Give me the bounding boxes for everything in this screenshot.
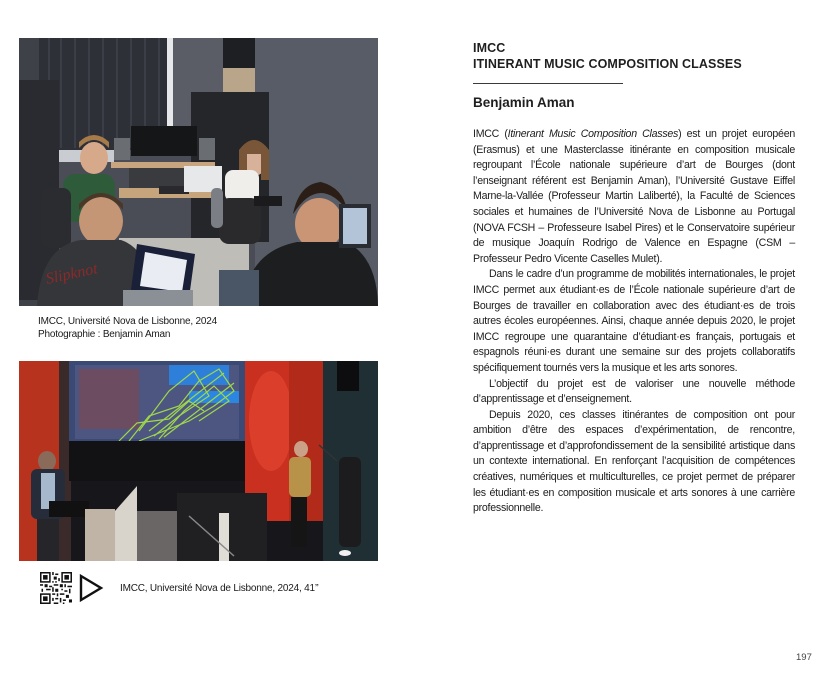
studio-photo-image xyxy=(19,38,378,306)
concert-photo-image xyxy=(19,361,378,561)
studio-photo-caption xyxy=(38,315,217,341)
paragraph-intro xyxy=(473,127,795,267)
paragraph-mobility: Dans le cadre d’un programme de mobilités internationales, le projet IMCC permet aux étudiant·es de l’École nationale supérieure d’art de Bourges de travailler en collaboration avec des étudiant·es de trois autres écoles européennes. Ainsi, chaque année depuis 2020, le projet IMCC regroupe une quarantaine d’étudiant·es français, portugais et espagnols réuni·es durant une semaine sur des projets collaboratifs spécifiquement tournés vers la musique et les arts sonores. xyxy=(473,268,795,374)
article xyxy=(473,40,795,517)
play-icon[interactable] xyxy=(78,574,104,602)
concert-photo xyxy=(19,361,378,561)
intro-text: ) est un projet européen (Erasmus) et une Masterclasse itinérante en composition musicale regroupant l’École nationale supérieure d’art de Bourges (dont l’enseignant référent est Benjamin Aman), l’Université Gustave Eiffel Marne-la-Vallée (Professeur Martin Laliberté), la Faculté de Sciences sociales et humaines de l’Université Nova de Lisbonne au Portugal (NOVA FCSH – Professeure Isabel Pires) et le Conservatoire supérieur de musique Joaquín Rodrigo de Valence en Espagne (CSM – Professeur Pedro Vicente Caselles Mulet). xyxy=(473,128,795,265)
caption-line-credit: Photographie : Benjamin Aman xyxy=(38,329,171,340)
article-title-acronym: IMCC xyxy=(473,41,506,55)
title-divider xyxy=(473,83,623,84)
svg-text:Slipknot: Slipknot xyxy=(44,260,100,288)
page-number: 197 xyxy=(796,652,812,663)
article-author: Benjamin Aman xyxy=(473,95,575,110)
video-caption: IMCC, Université Nova de Lisbonne, 2024, 41’’ xyxy=(120,582,319,594)
caption-line-location: IMCC, Université Nova de Lisbonne, 2024 xyxy=(38,316,217,327)
intro-italic-name: Itinerant Music Composition Classes xyxy=(507,128,679,140)
intro-prefix: IMCC ( xyxy=(473,128,508,140)
video-link-row xyxy=(40,572,319,604)
studio-photo xyxy=(19,38,378,306)
paragraph-since-2020: Depuis 2020, ces classes itinérantes de composition ont pour ambition d’être des espaces d’expérimentation, de rencontre, d’apprentissage et d’approfondissement de la sensibilité artistique dans un contexte international. En renforçant l’acquisition de compétences créatives, numériques et multiculturelles, ce projet permet de préparer les étudiant·es en composition musicale et arts sonores à une carrière professionnelle. xyxy=(473,408,795,515)
article-title-full: ITINERANT MUSIC COMPOSITION CLASSES xyxy=(473,57,742,71)
article-body xyxy=(473,127,795,517)
paragraph-objective: L’objectif du projet est de valoriser une nouvelle méthode d’apprentissage et d’enseignement. xyxy=(473,377,795,406)
qr-code-icon[interactable] xyxy=(40,572,72,604)
